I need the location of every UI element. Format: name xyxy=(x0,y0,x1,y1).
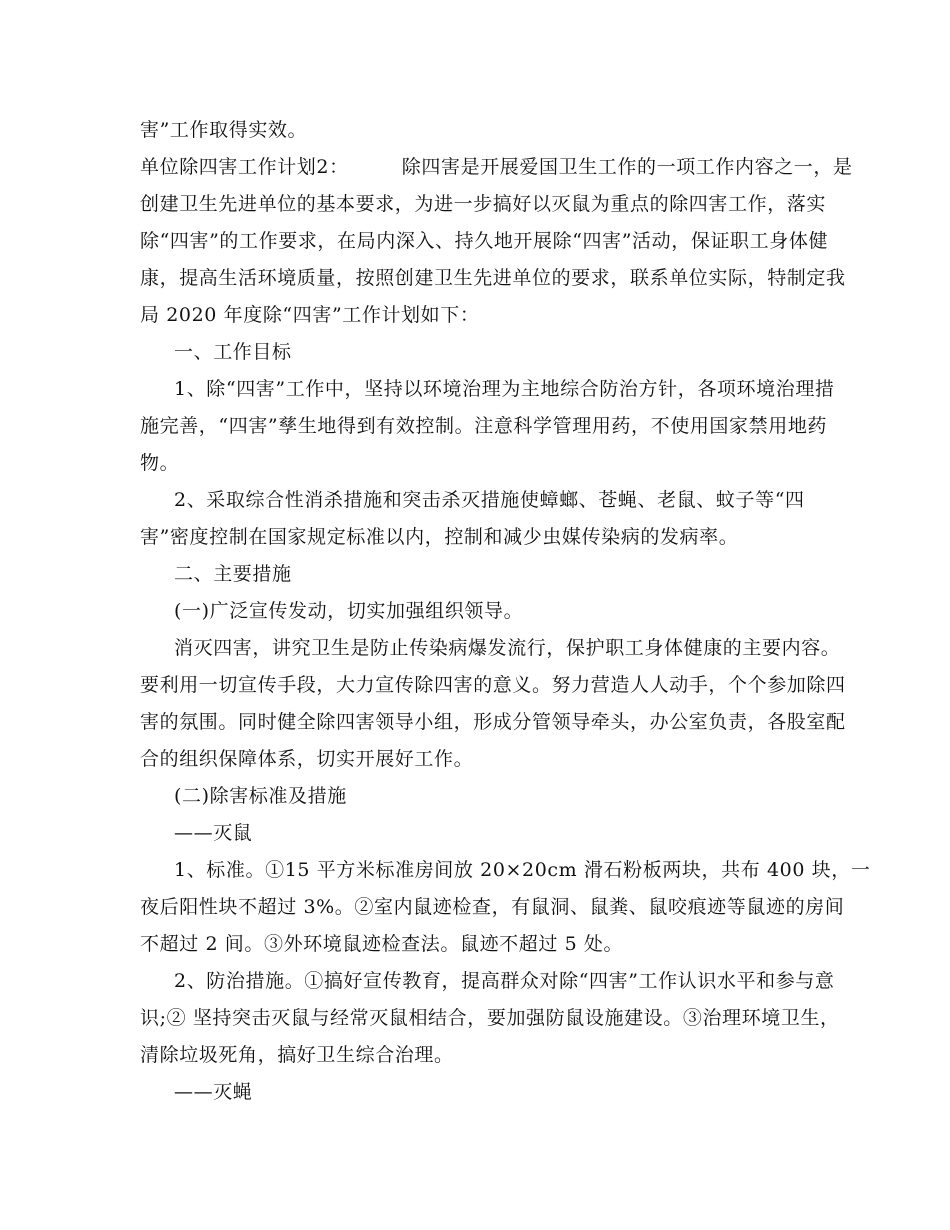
text-line: 康，提高生活环境质量，按照创建卫生先进单位的要求，联系单位实际，特制定我 xyxy=(140,267,846,289)
subsection-heading: (二)除害标准及措施 xyxy=(174,785,347,807)
text-line: 2、防治措施。①搞好宣传教育，提高群众对除“四害”工作认识水平和参与意 xyxy=(174,970,835,992)
text-line: 清除垃圾死角，搞好卫生综合治理。 xyxy=(140,1044,454,1066)
text-line: 消灭四害，讲究卫生是防止传染病爆发流行，保护职工身体健康的主要内容。 xyxy=(174,637,841,659)
text-line: 夜后阳性块不超过 3%。②室内鼠迹检查，有鼠洞、鼠粪、鼠咬痕迹等鼠迹的房间 xyxy=(140,896,845,918)
text-line: 合的组织保障体系，切实开展好工作。 xyxy=(140,748,474,770)
text-line: 不超过 2 间。③外环境鼠迹检查法。鼠迹不超过 5 处。 xyxy=(140,933,624,955)
text-line: 1、标准。①15 平方米标准房间放 20×20cm 滑石粉板两块，共布 400 块，一 xyxy=(174,859,871,881)
text-line: 创建卫生先进单位的基本要求，为进一步搞好以灭鼠为重点的除四害工作，落实 xyxy=(140,193,827,215)
text-line: 害”密度控制在国家规定标准以内，控制和减少虫媒传染病的发病率。 xyxy=(140,526,739,548)
text-line: 施完善，“四害”孳生地得到有效控制。注意科学管理用药，不使用国家禁用地药 xyxy=(140,415,828,437)
text-line: 物。 xyxy=(140,452,180,474)
section-heading: 二、主要措施 xyxy=(174,563,292,585)
text-line: 2、采取综合性消杀措施和突击杀灭措施使蟑螂、苍蝇、老鼠、蚊子等“四 xyxy=(174,489,805,511)
subsection-heading: (一)广泛宣传发动，切实加强组织领导。 xyxy=(174,600,524,622)
section-heading: 一、工作目标 xyxy=(174,341,292,363)
text-line: 要利用一切宣传手段，大力宣传除四害的意义。努力营造人人动手，个个参加除四 xyxy=(140,674,846,696)
text-line: 单位除四害工作计划2： 除四害是开展爱国卫生工作的一项工作内容之一，是 xyxy=(140,156,853,178)
text-line: 害”工作取得实效。 xyxy=(140,119,308,141)
text-line: 1、除“四害”工作中，坚持以环境治理为主地综合防治方针，各项环境治理措 xyxy=(174,378,835,400)
text-line: 局 2020 年度除“四害”工作计划如下： xyxy=(140,304,480,326)
text-line: 识;② 坚持突击灭鼠与经常灭鼠相结合，要加强防鼠设施建设。③治理环境卫生， xyxy=(140,1007,840,1029)
text-line: 除“四害”的工作要求，在局内深入、持久地开展除“四害”活动，保证职工身体健 xyxy=(140,230,829,252)
text-line: 害的氛围。同时健全除四害领导小组，形成分管领导牵头，办公室负责，各股室配 xyxy=(140,711,846,733)
item-heading: ——灭鼠 xyxy=(174,822,253,844)
item-heading: ——灭蝇 xyxy=(174,1081,253,1103)
